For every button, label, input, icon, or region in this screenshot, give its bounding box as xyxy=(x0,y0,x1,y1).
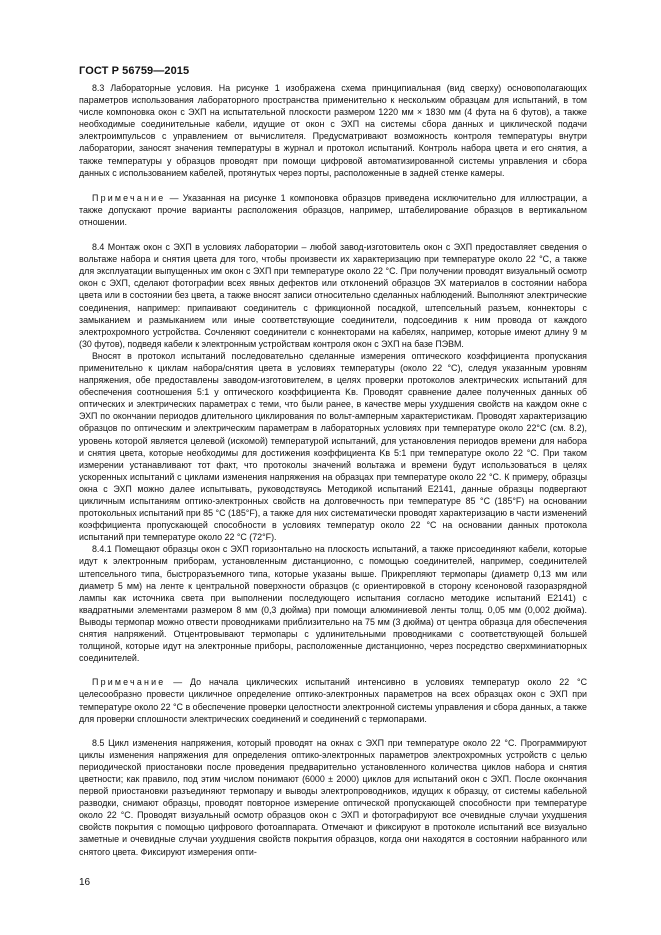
note-1 xyxy=(79,192,587,228)
section-8-4: 8.4 Монтаж окон с ЭХП в условиях лаборатории – любой завод-изготовитель окон с ЭХП предоставляет сведения о вольтаже набора и снятия цвета для того, чтобы произвести их характеризацию при температуре около 22 °С, а также для эксплуатации выпущенных им окон с ЭХП при температуре около 22 °С. При получении проводят визуальный осмотр окон с ЭХП, сделают фотографии всех явных дефектов или отклонений образцов ЭХ материалов в состоянии набора цвета или в состоянии без цвета, а также вносят записи относительно сделанных наблюдений. Выполняют электрические соединения, например: припаивают соединитель с фрикционной посадкой, штепсельный разъем, коннекторы с замыканием и размыканием или иные соответствующие соединители, подсоединив к ним провода от каждого электрохромного устройства. Сочленяют соединители с коннекторами на кабелях, например, которые имеют длину 9 м (30 футов), подведя кабели к электронным устройствам контроля окон с ЭХП на базе ПЭВМ. xyxy=(79,242,587,349)
spacer xyxy=(79,664,587,676)
section-8-4-1: 8.4.1 Помещают образцы окон с ЭХП горизонтально на плоскость испытаний, а также присоединяют кабели, которые идут к электронным приборам, установленным дистанционно, с помощью соединителей, например, соединителей штепсельного типа, быстроразъемного типа, которые указаны выше. Прикрепляют термопары (диаметр 0,13 мм или диаметр 5 мм) на ленте к центральной поверхности образцов (с ориентировкой в сторону ксеноновой газоразрядной лампы как источника света при выполнении последующего испытания согласно методике испытаний E2141) с квадратными элементами размером 8 мм (0,3 дюйма) при помощи алюминиевой ленты толщ. 0,05 мм (0,002 дюйма). Выводы термопар можно отвести проводниками приблизительно на 75 мм (3 дюйма) от центра образца для обеспечения снятия напряжений. Отцентровывают термопары с удлинительными проводниками с соответствующей большей толщиной, которые идут на электронные приборы, расположенные дистанционно, через посредство сверхминиатюрных соединителей. xyxy=(79,544,587,664)
section-8-5: 8.5 Цикл изменения напряжения, который проводят на окнах с ЭХП при температуре около 22 °С. Программируют циклы изменения напряжения для определения оптико-электронных параметров электрохромных устройств с целью периодической приостановки после проведения предварительно установленного количества циклов набора и снятия цветности; как правило, под этим числом понимают (6000 ± 2000) циклов для испытаний окон с ЭХП. После окончания первой приостановки разъединяют термопару и выводы электропроводников, идущих к образцу, от системы кабельной разводки, снимают образцы, проводят повторное измерение оптической пропускающей способности при температуре около 22 °С. Проводят визуальный осмотр образцов окон с ЭХП и фотографируют все очевидные случаи ухудшения свойств покрытия с помощью цифрового фотоаппарата. Отмечают и фиксируют в протоколе испытаний все визуально заметные и очевидные случаи ухудшения свойств покрытия образцов, когда они находятся в состоянии набранного или снятого цвета. Фиксируют измерения опти- xyxy=(79,737,587,857)
spacer xyxy=(79,228,587,241)
document-body xyxy=(79,82,587,858)
note-1-label: Примечание xyxy=(92,192,166,203)
standard-header: ГОСТ Р 56759—2015 xyxy=(79,65,190,77)
note-2 xyxy=(79,676,587,724)
page-number: 16 xyxy=(79,877,91,888)
note-2-text: — До начала циклических испытаний интенсивно в условиях температур около 22 °С целесообразно провести цикличное определение оптико-электронных параметров на всех образцах окон с ЭХП при температуре около 22 °С в обеспечение проверки целостности электронной системы управления и сбора данных, а также для проверки сплошности электрических соединений и соединений с термопарами. xyxy=(79,677,587,724)
spacer xyxy=(79,725,587,737)
note-1-text: — Указанная на рисунке 1 компоновка образцов приведена исключительно для иллюстрации, а также допускают прочие варианты расположения образцов, например, штабелирование образцов в вертикальном отношении. xyxy=(79,192,588,227)
note-2-label: Примечание xyxy=(92,677,166,688)
section-8-4-paragraph-2: Вносят в протокол испытаний последовательно сделанные измерения оптического коэффициента пропускания применительно к циклам набора/снятия цвета в условиях температуры (около 22 °С), следуя указанным уровням напряжения, обе предоставлены заводом-изготовителем, в целях проверки протоколов электрических испытаний для обеспечения соотношения 5:1 у оптического коэффициента Kв. Проводят сравнение далее полученных данных об оптических и электрических параметрах с теми, что были ранее, в качестве меры ухудшения свойств на каждом окне с ЭХП по окончании периодов длительного циклирования по вольт-амперным характеристикам. Проводят характеризацию образцов по оптическим и электрическим параметрам в лабораторных условиях при температуре около 22°С (см. 8.2), уровень которой является целевой (искомой) температурой испытаний, для установления периодов времени для набора и снятия цвета, которые необходимы для достижения коэффициента Kв 5:1 при температуре около 22 °С. При таком измерении устанавливают тот факт, что протоколы значений вольтажа и времени будут использоваться в целях ускоренных испытаний с циклами изменения напряжения на образцах при температуре около 22 °С. К примеру, образцы окна с ЭХП можно далее испытывать, руководствуясь Методикой испытаний E2141, данные образцы подвергают цикличным испытаниям оптико-электронных свойств на долговечность при температуре 85 °С (185°F) на основании протокольных испытаний при 85 °С (185°F), а также для них систематически проводят характеризацию в части изменений коэффициента пропускающей способности в условиях температур около 22 °С на основании данных протокола испытаний при температуре около 22 °С (72°F). xyxy=(79,350,587,543)
section-8-3: 8.3 Лабораторные условия. На рисунке 1 изображена схема принципиальная (вид сверху) основополагающих параметров использования лабораторного пространства применительно к нескольким образцам для испытаний, в том числе компоновка окон с ЭХП на испытательной плоскости размером 1220 мм × 1830 мм (4 фута на 6 футов), а также необходимые соединительные кабели, идущие от окон с ЭХП на системы сбора данных и циклической подачи электроимпульсов с управлением от вычислителя. Предусматривают возможность контроля температуры внутри лаборатории, заносят значения температуры в журнал и протокол испытаний. Контроль набора цвета и его снятия, а также температуры у образцов проводят при помощи цифровой автоматизированной системы управления и сбора данных с использованием кабелей, протянутых через порты, расположенные в задней стенке камеры. xyxy=(79,83,587,178)
spacer xyxy=(79,179,587,192)
